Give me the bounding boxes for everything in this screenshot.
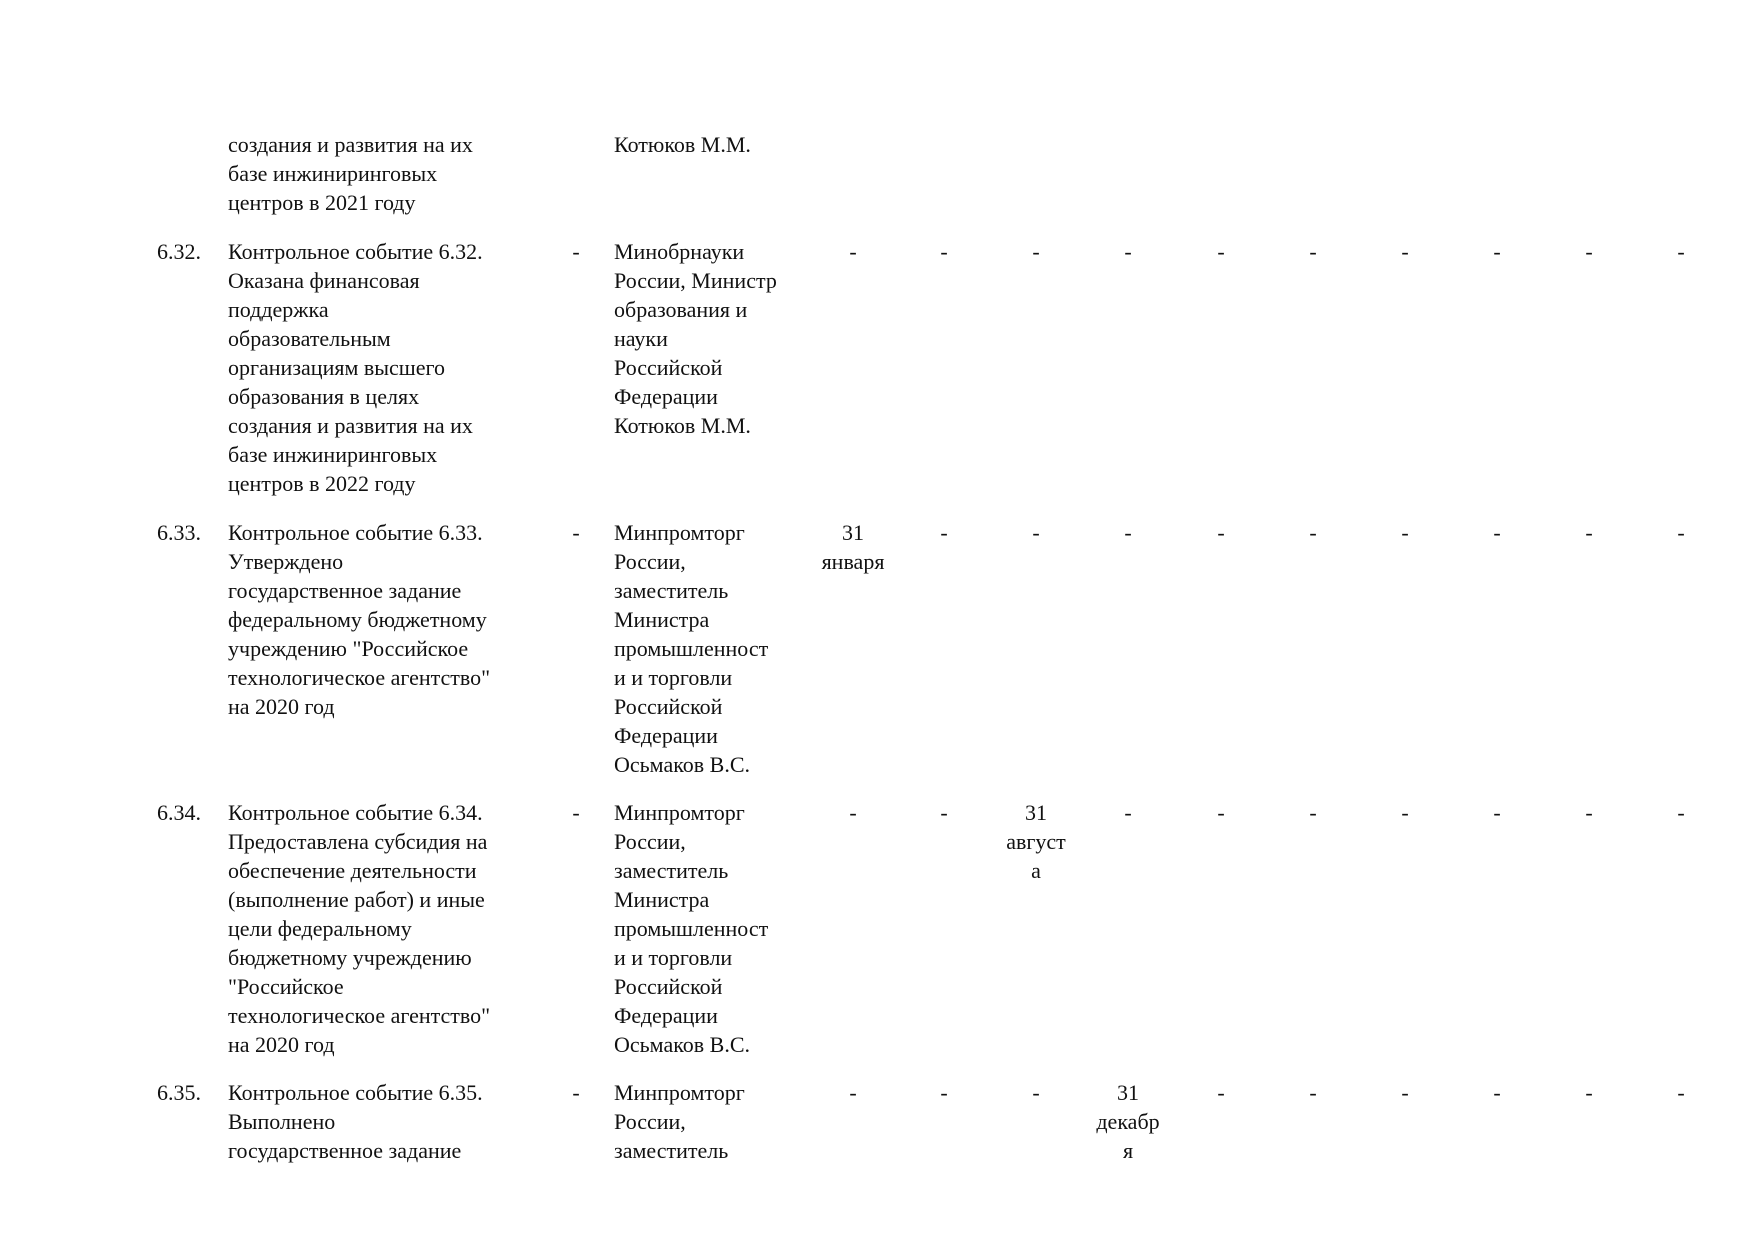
row-number: 6.32. [157, 239, 201, 264]
date-cell: - [1032, 239, 1040, 264]
date-cell: - [1493, 520, 1501, 545]
event-description: Контрольное событие 6.33. Утверждено государственное задание федеральному бюджетному учреждению "Российское технологическое агентство" на 2020 год [228, 520, 491, 719]
date-cell: - [1032, 520, 1040, 545]
date-cell: - [1124, 800, 1132, 825]
responsible-executor: Минпромторг России, заместитель [614, 1080, 745, 1163]
date-cell: - [940, 239, 948, 264]
date-cell: - [1677, 520, 1685, 545]
date-cell: - [1309, 800, 1317, 825]
event-description: Контрольное событие 6.34. Предоставлена субсидия на обеспечение деятельности (выполнение работ) и иные цели федеральному бюджетному учреждению "Российское технологическое агентство" на 2020 год [228, 800, 491, 1057]
date-cell: - [940, 1080, 948, 1105]
date-cell: - [1401, 520, 1409, 545]
date-cell: - [1585, 520, 1593, 545]
date-cell: - [1677, 800, 1685, 825]
date-cell: - [1493, 1080, 1501, 1105]
date-cell: - [1309, 239, 1317, 264]
date-cell: - [1585, 1080, 1593, 1105]
date-cell: - [940, 800, 948, 825]
date-cell: - [1401, 1080, 1409, 1105]
date-cell: - [849, 239, 857, 264]
column-3-value: - [572, 800, 580, 825]
date-cell: - [1493, 239, 1501, 264]
column-3-value: - [572, 1080, 580, 1105]
row-number: 6.34. [157, 800, 201, 825]
date-cell: - [1493, 800, 1501, 825]
column-3-value: - [572, 520, 580, 545]
date-cell: 31 января [821, 520, 885, 574]
date-cell: - [849, 800, 857, 825]
date-cell: - [1217, 239, 1225, 264]
responsible-executor: Минпромторг России, заместитель Министра промышленност и и торговли Российской Федерации Осьмаков В.С. [614, 800, 769, 1057]
responsible-executor: Минпромторг России, заместитель Министра промышленност и и торговли Российской Федерации Осьмаков В.С. [614, 520, 769, 777]
row-number: 6.35. [157, 1080, 201, 1105]
row-number: 6.33. [157, 520, 201, 545]
responsible-executor: Котюков М.М. [614, 132, 751, 157]
date-cell: - [849, 1080, 857, 1105]
event-description: Контрольное событие 6.32. Оказана финансовая поддержка образовательным организациям высшего образования в целях создания и развития на их базе инжиниринговых центров в 2022 году [228, 239, 483, 496]
date-cell: - [1032, 1080, 1040, 1105]
date-cell: 31 декабр я [1096, 1080, 1160, 1163]
date-cell: - [1677, 1080, 1685, 1105]
date-cell: - [1585, 800, 1593, 825]
date-cell: - [1677, 239, 1685, 264]
date-cell: - [1124, 520, 1132, 545]
column-3-value: - [572, 239, 580, 264]
date-cell: - [1217, 800, 1225, 825]
event-description: создания и развития на их базе инжиниринговых центров в 2021 году [228, 132, 473, 215]
date-cell: - [1217, 520, 1225, 545]
date-cell: - [1309, 520, 1317, 545]
date-cell: - [1217, 1080, 1225, 1105]
date-cell: - [1309, 1080, 1317, 1105]
date-cell: - [1585, 239, 1593, 264]
date-cell: 31 август а [1006, 800, 1066, 883]
responsible-executor: Минобрнауки России, Министр образования и науки Российской Федерации Котюков М.М. [614, 239, 777, 438]
date-cell: - [1401, 800, 1409, 825]
date-cell: - [1401, 239, 1409, 264]
event-description: Контрольное событие 6.35. Выполнено государственное задание [228, 1080, 483, 1163]
date-cell: - [940, 520, 948, 545]
date-cell: - [1124, 239, 1132, 264]
